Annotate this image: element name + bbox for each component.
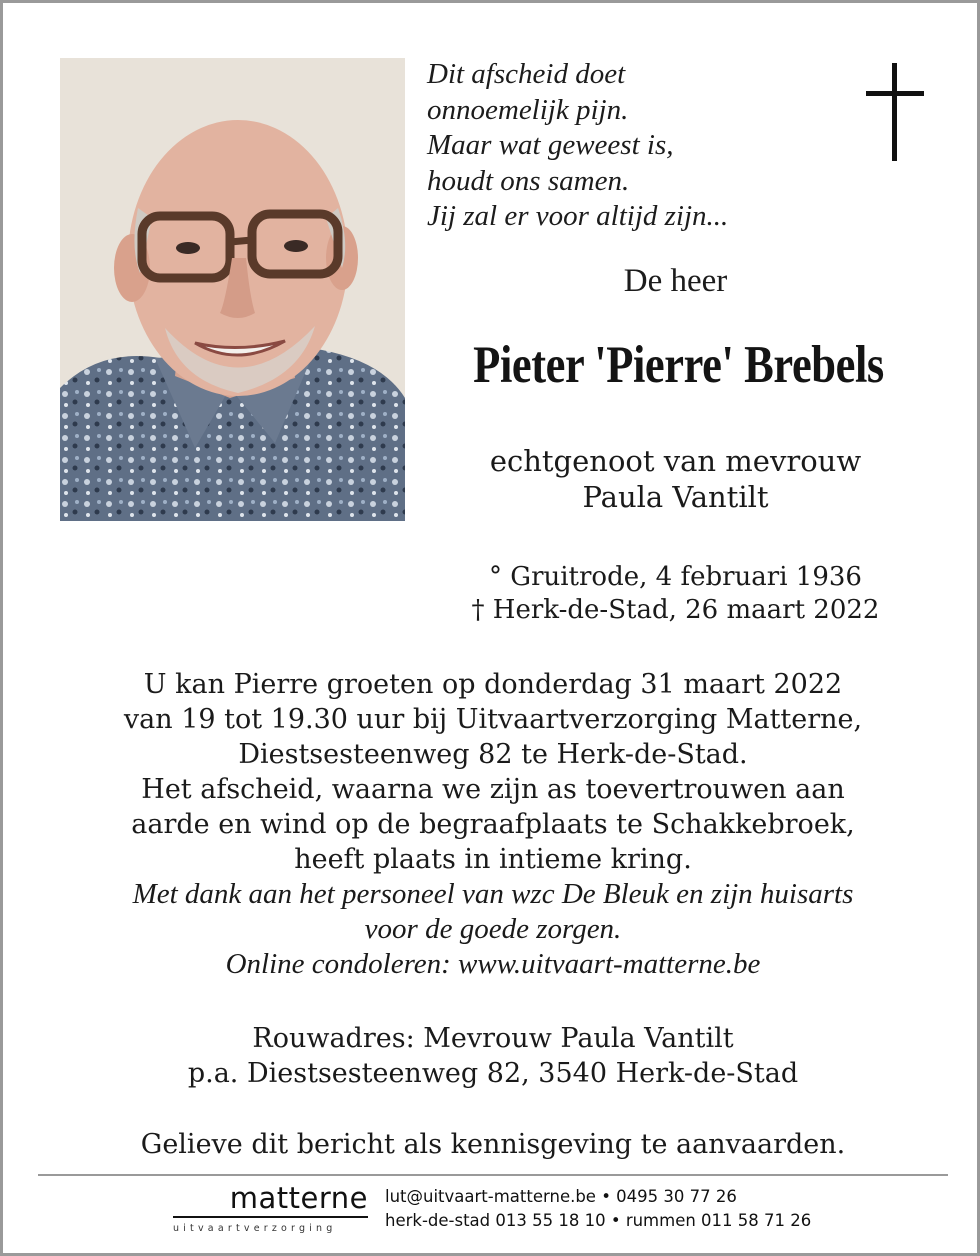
- condolence-link[interactable]: Online condoleren: www.uitvaart-matterne.be: [225, 948, 761, 980]
- contact-line: lut@uitvaart-matterne.be • 0495 30 77 26: [385, 1187, 737, 1206]
- birth-date: ° Gruitrode, 4 februari 1936: [489, 562, 862, 592]
- poem-line: Maar wat geweest is,: [427, 129, 674, 161]
- thanks-line: Met dank aan het personeel van wzc De Bleuk en zijn huisarts: [132, 878, 854, 910]
- cross-icon: [866, 63, 924, 163]
- contact-line: herk-de-stad 013 55 18 10 • rummen 011 58 71 26: [385, 1211, 812, 1230]
- announcement-line: Diestsesteenweg 82 te Herk-de-Stad.: [238, 739, 748, 770]
- announcement-line: van 19 tot 19.30 uur bij Uitvaartverzorging Matterne,: [123, 704, 863, 735]
- mourning-address: [33, 1021, 953, 1091]
- announcement-line: heeft plaats in intieme kring.: [294, 844, 692, 875]
- footer-divider: [38, 1174, 948, 1176]
- spouse-info: [423, 443, 928, 515]
- address-line: Rouwadres: Mevrouw Paula Vantilt: [252, 1023, 734, 1054]
- poem-line: Jij zal er voor altijd zijn...: [427, 200, 729, 232]
- logo-bar: [173, 1216, 368, 1218]
- death-date: † Herk-de-Stad, 26 maart 2022: [471, 595, 880, 625]
- deceased-name: Pieter 'Pierre' Brebels: [473, 336, 884, 394]
- closing-note: Gelieve dit bericht als kennisgeving te aanvaarden.: [140, 1129, 846, 1160]
- matterne-logo: [173, 1183, 368, 1234]
- poem-line: Dit afscheid doet: [427, 58, 626, 90]
- brand-name: matterne: [229, 1181, 368, 1215]
- spouse-line: echtgenoot van mevrouw: [489, 444, 862, 478]
- thanks-line: voor de goede zorgen.: [364, 913, 622, 945]
- announcement-text: [33, 667, 953, 982]
- address-line: p.a. Diestsesteenweg 82, 3540 Herk-de-Stad: [187, 1058, 799, 1089]
- title-prefix: De heer: [623, 263, 728, 299]
- announcement-line: U kan Pierre groeten op donderdag 31 maart 2022: [143, 669, 843, 700]
- announcement-line: Het afscheid, waarna we zijn as toevertrouwen aan: [141, 774, 845, 805]
- portrait-photo: [60, 58, 405, 521]
- announcement-line: aarde en wind op de begraafplaats te Schakkebroek,: [131, 809, 855, 840]
- memorial-poem: [427, 57, 827, 235]
- spouse-name: Paula Vantilt: [582, 480, 769, 514]
- brand-subtitle: uitvaartverzorging: [173, 1223, 337, 1234]
- life-dates: [423, 561, 928, 627]
- contact-info: [385, 1185, 825, 1233]
- poem-line: houdt ons samen.: [427, 164, 630, 197]
- poem-line: onnoemelijk pijn.: [427, 93, 629, 126]
